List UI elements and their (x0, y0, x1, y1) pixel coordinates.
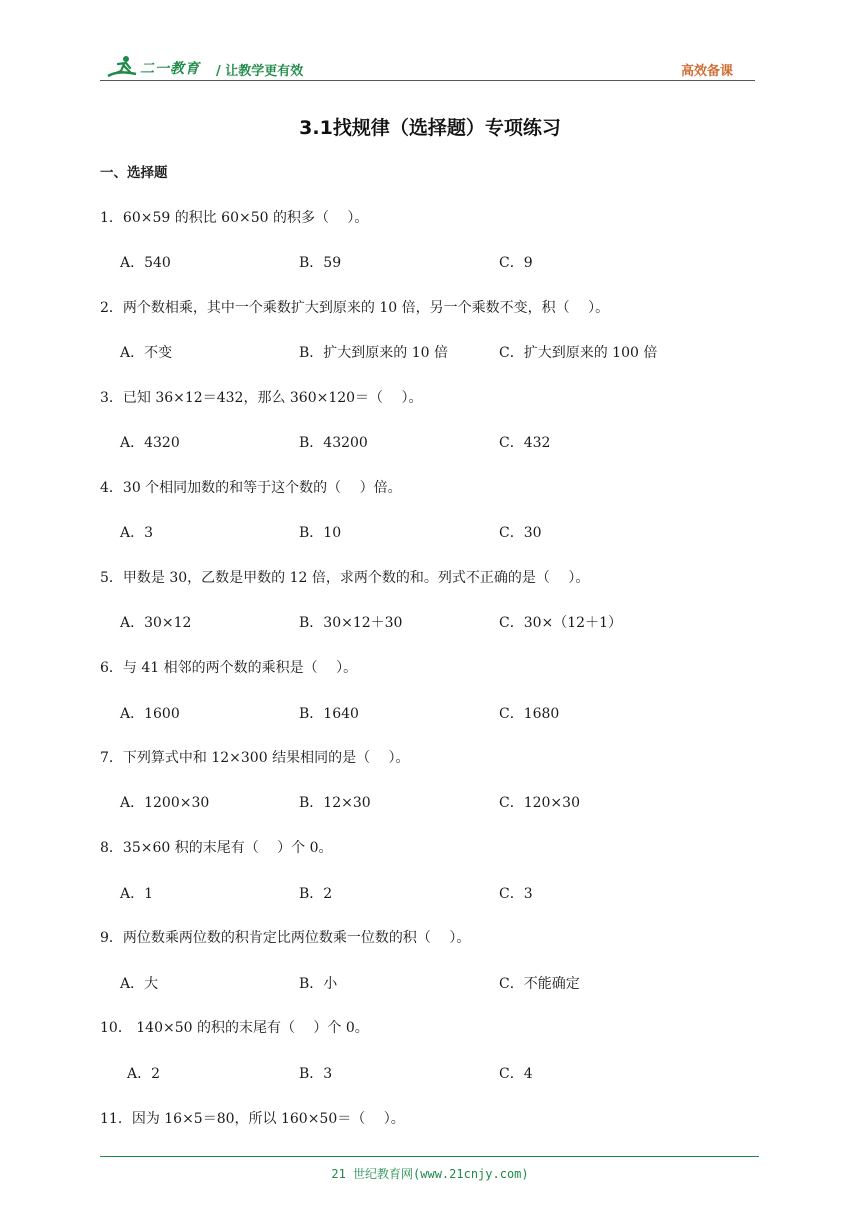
header-right-label: 高效备课 (680, 64, 733, 79)
option-b: B．12×30 (299, 795, 371, 811)
option-a: A．1 (120, 886, 154, 902)
logo-text: 二一教育 (140, 61, 200, 77)
option-b: B．30×12＋30 (299, 615, 403, 631)
option-b: B．扩大到原来的 10 倍 (299, 345, 449, 361)
option-c: C．432 (499, 435, 551, 451)
option-a: A．不变 (120, 345, 173, 361)
page-header (100, 52, 755, 82)
option-c: C．30×（12＋1） (499, 615, 622, 631)
question-stem: 11．因为 16×5＝80，所以 160×50＝（ ）。 (100, 1111, 405, 1127)
option-b: B．1640 (299, 706, 359, 722)
runner-logo-icon (106, 54, 140, 80)
option-a: A．3 (120, 525, 154, 541)
logo (106, 54, 216, 80)
question-stem: 9．两位数乘两位数的积肯定比两位数乘一位数的积（ ）。 (100, 930, 471, 946)
option-b: B．2 (299, 886, 333, 902)
option-a: A．大 (120, 976, 159, 992)
question-stem: 7．下列算式中和 12×300 结果相同的是（ ）。 (100, 750, 410, 766)
option-a: A．1600 (120, 706, 180, 722)
option-c: C．4 (499, 1066, 533, 1082)
option-c: C．1680 (499, 706, 560, 722)
option-c: C．120×30 (499, 795, 580, 811)
option-b: B．小 (299, 976, 338, 992)
question-stem: 2．两个数相乘，其中一个乘数扩大到原来的 10 倍，另一个乘数不变，积（ ）。 (100, 300, 610, 316)
question-stem: 8．35×60 积的末尾有（ ）个 0。 (100, 840, 333, 856)
option-a: A．540 (120, 255, 171, 271)
option-c: C．30 (499, 525, 542, 541)
option-a: A．30×12 (120, 615, 192, 631)
option-b: B．10 (299, 525, 342, 541)
question-stem: 1．60×59 的积比 60×50 的积多（ ）。 (100, 210, 369, 226)
question-stem: 6．与 41 相邻的两个数的乘积是（ ）。 (100, 660, 358, 676)
question-stem: 5．甲数是 30，乙数是甲数的 12 倍，求两个数的和。列式不正确的是（ ）。 (100, 570, 590, 586)
option-a: A．4320 (120, 435, 180, 451)
section-heading: 一、选择题 (100, 165, 168, 181)
page-footer: 21 世纪教育网(www.21cnjy.com) (331, 1167, 529, 1181)
option-c: C．3 (499, 886, 533, 902)
option-b: B．43200 (299, 435, 368, 451)
option-a: A．1200×30 (120, 795, 210, 811)
header-divider (100, 80, 755, 81)
option-c: C．扩大到原来的 100 倍 (499, 345, 658, 361)
page-title: 3.1找规律（选择题）专项练习 (299, 117, 561, 139)
question-stem: 3．已知 36×12＝432，那么 360×120＝（ ）。 (100, 390, 423, 406)
header-slogan: / 让教学更有效 (216, 64, 304, 79)
option-c: C．不能确定 (499, 976, 580, 992)
footer-divider (100, 1156, 759, 1157)
question-stem: 4．30 个相同加数的和等于这个数的（ ）倍。 (100, 480, 402, 496)
option-b: B．59 (299, 255, 342, 271)
question-stem: 10． 140×50 的积的末尾有（ ）个 0。 (100, 1020, 369, 1036)
option-b: B．3 (299, 1066, 333, 1082)
option-c: C．9 (499, 255, 533, 271)
option-a: A．2 (127, 1066, 161, 1082)
